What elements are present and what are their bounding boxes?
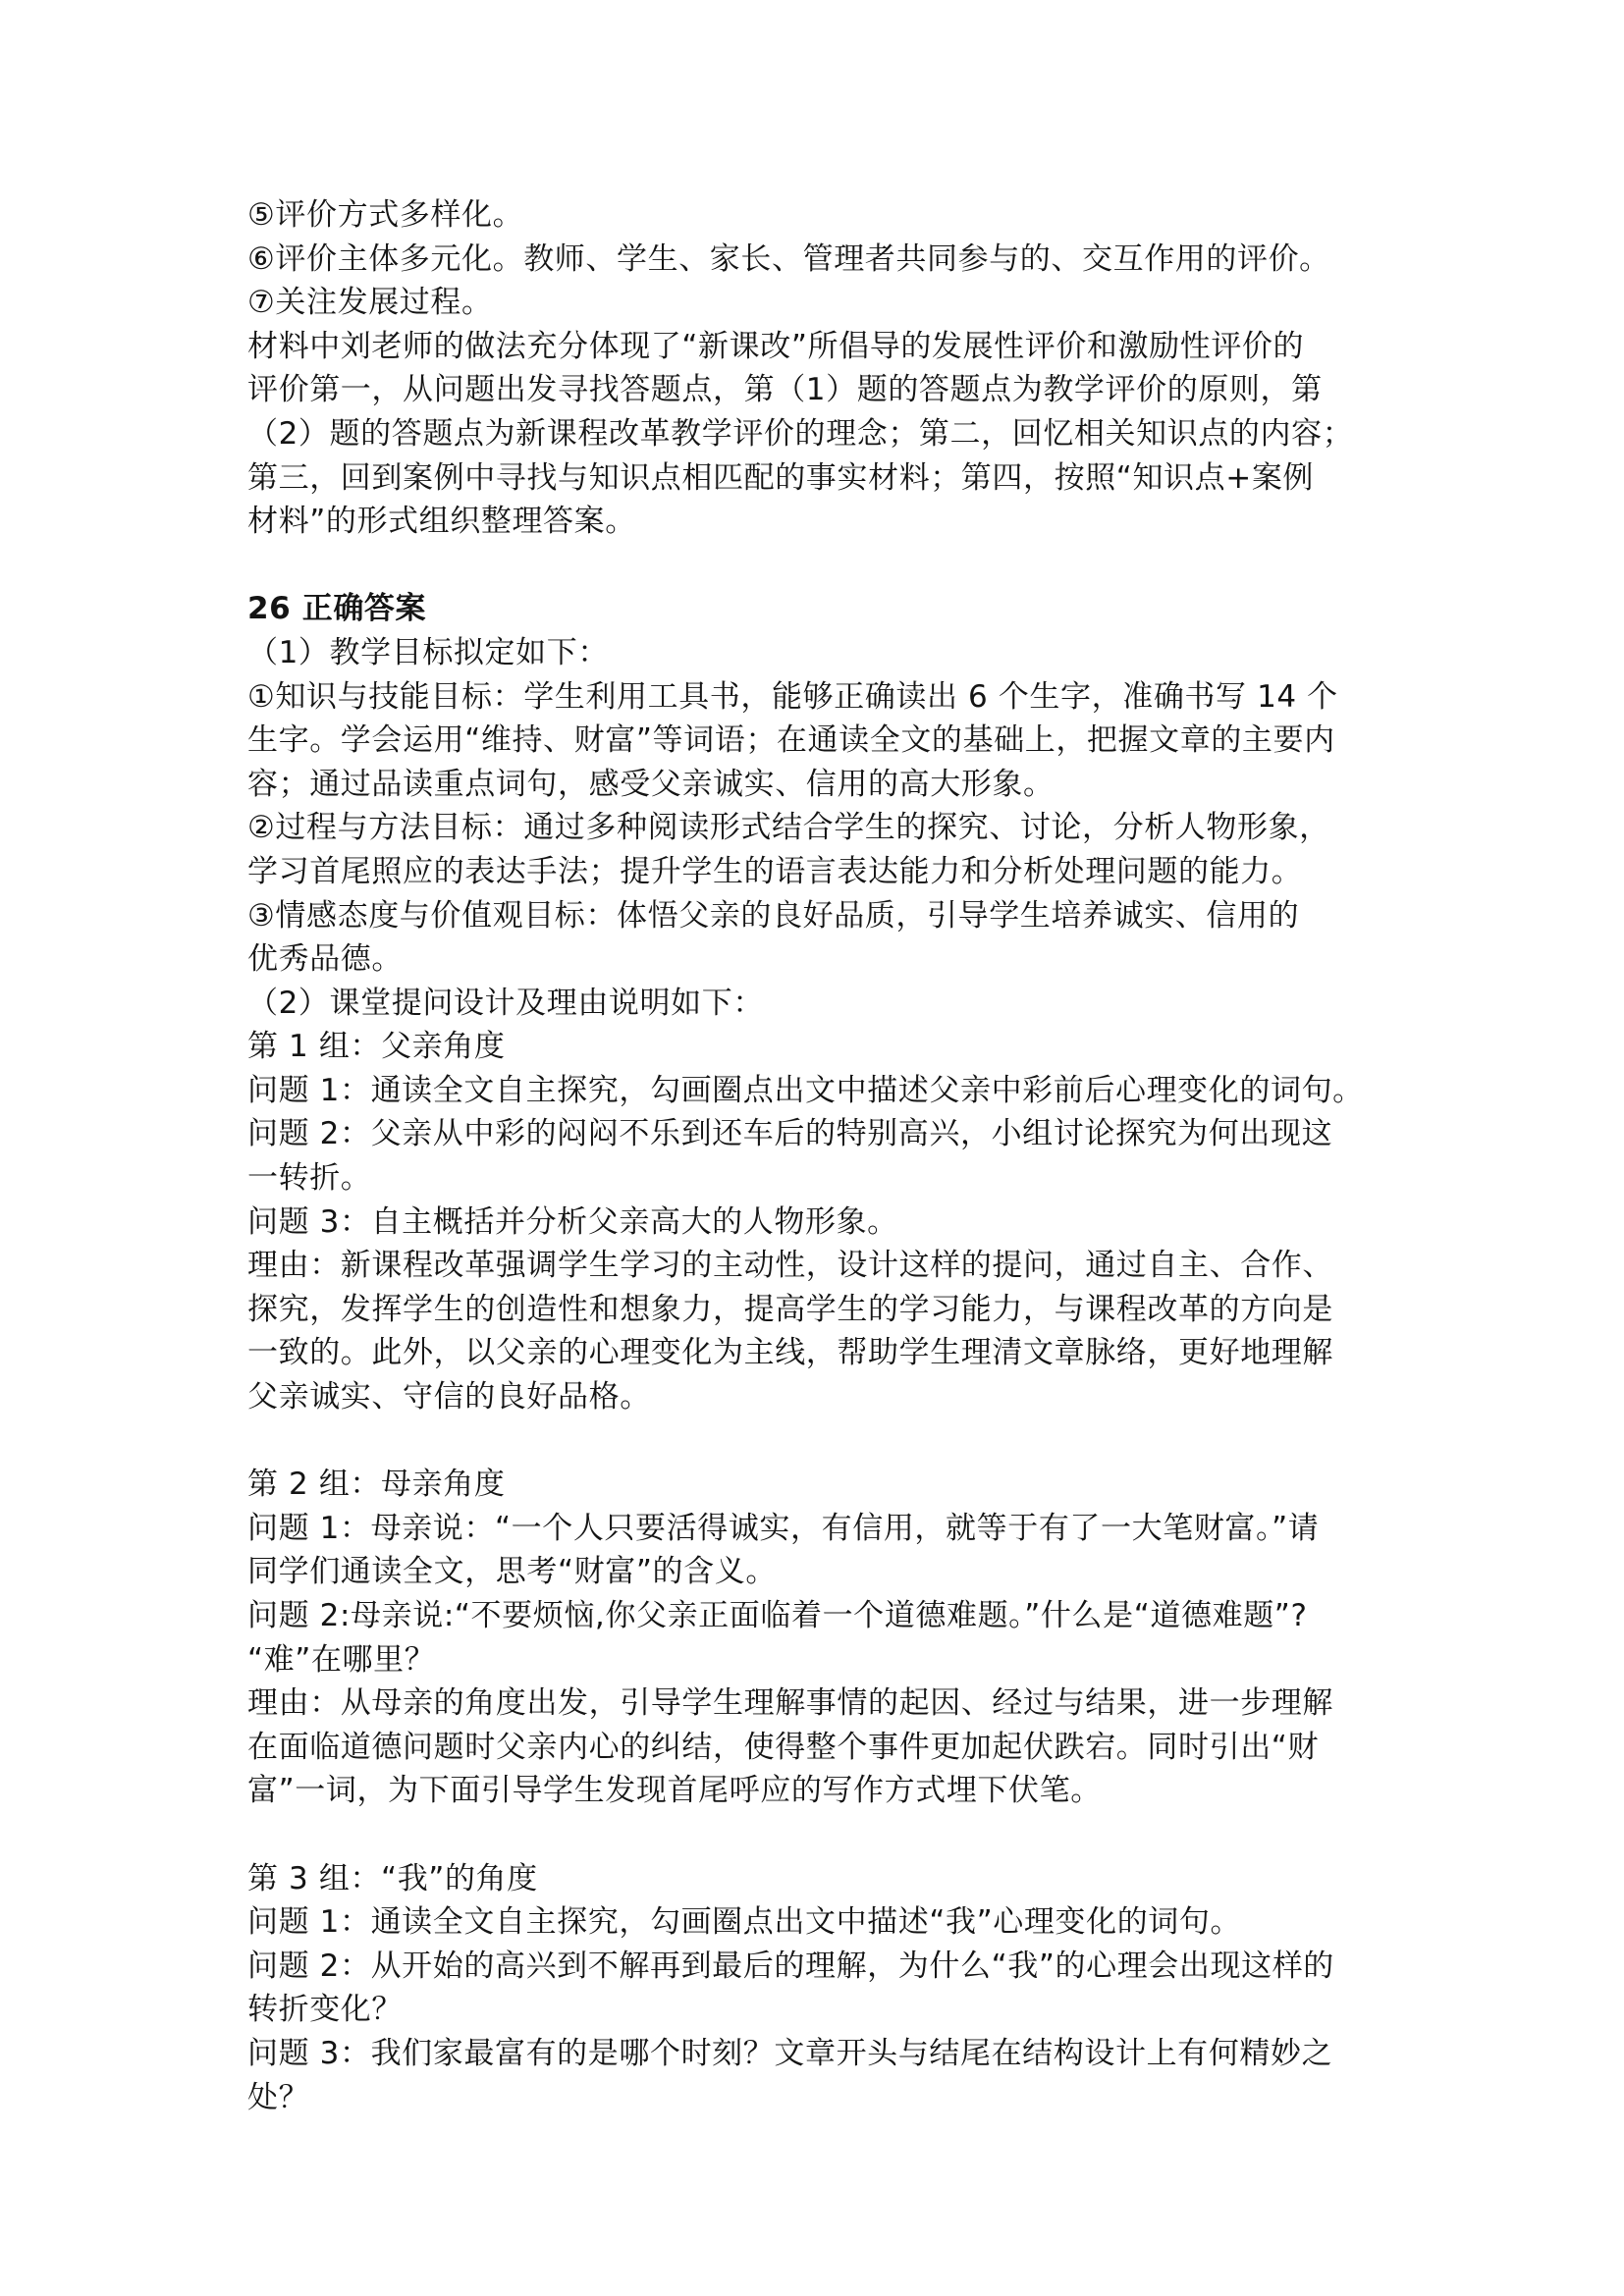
text-line: ②过程与方法目标：通过多种阅读形式结合学生的探究、讨论，分析人物形象， [247, 810, 1330, 846]
text-line: 第 1 组：父亲角度 [247, 1029, 506, 1065]
text-line: 理由：从母亲的角度出发，引导学生理解事情的起因、经过与结果，进一步理解 [247, 1685, 1333, 1722]
text-line: 问题 1：通读全文自主探究，勾画圈点出文中描述父亲中彩前后心理变化的词句。 [247, 1072, 1364, 1108]
text-line: 容；通过品读重点词句，感受父亲诚实、信用的高大形象。 [247, 766, 1055, 802]
text-line: ①知识与技能目标：学生利用工具书，能够正确读出 6 个生字，准确书写 14 个 [247, 678, 1338, 715]
text-line: 学习首尾照应的表达手法；提升学生的语言表达能力和分析处理问题的能力。 [247, 853, 1303, 889]
text-line: 转折变化？ [247, 1992, 403, 2028]
text-line: 一致的。此外，以父亲的心理变化为主线，帮助学生理清文章脉络，更好地理解 [247, 1335, 1333, 1371]
document-page [247, 193, 1401, 2119]
text-line: 探究，发挥学生的创造性和想象力，提高学生的学习能力，与课程改革的方向是 [247, 1291, 1333, 1327]
text-line: 材料中刘老师的做法充分体现了“新课改”所倡导的发展性评价和激励性评价的 [247, 328, 1305, 364]
text-line: 问题 3：我们家最富有的是哪个时刻？文章开头与结尾在结构设计上有何精妙之 [247, 2035, 1333, 2071]
text-line: 生字。学会运用“维持、财富”等词语；在通读全文的基础上，把握文章的主要内 [247, 722, 1335, 759]
text-line: （1）教学目标拟定如下： [247, 634, 609, 670]
text-line: 评价第一，从问题出发寻找答题点，第（1）题的答题点为教学评价的原则，第 [247, 372, 1323, 408]
text-line: ⑤评价方式多样化。 [247, 197, 524, 233]
text-line: “难”在哪里？ [247, 1641, 436, 1678]
text-line: 第 2 组：母亲角度 [247, 1467, 506, 1503]
text-line: 父亲诚实、守信的良好品格。 [247, 1379, 651, 1415]
text-line: ⑦关注发展过程。 [247, 285, 493, 321]
text-line: 优秀品德。 [247, 941, 403, 978]
text-line: 问题 2:母亲说:“不要烦恼,你父亲正面临着一个道德难题。”什么是“道德难题”? [247, 1598, 1308, 1633]
text-line: 问题 1：母亲说：“一个人只要活得诚实，有信用，就等于有了一大笔财富。”请 [247, 1510, 1320, 1546]
blank-line [247, 544, 1401, 588]
text-line: 一转折。 [247, 1160, 372, 1197]
text-line: 富”一词，为下面引导学生发现首尾呼应的写作方式埋下伏笔。 [247, 1773, 1102, 1809]
text-line: 在面临道德问题时父亲内心的纠结，使得整个事件更加起伏跌宕。同时引出“财 [247, 1729, 1320, 1765]
text-line: 理由：新课程改革强调学生学习的主动性，设计这样的提问，通过自主、合作、 [247, 1248, 1333, 1284]
text-line: 同学们通读全文，思考“财富”的含义。 [247, 1554, 777, 1590]
blank-line [247, 1813, 1401, 1857]
text-line: 处？ [247, 2079, 310, 2115]
text-line: （2）课堂提问设计及理由说明如下： [247, 985, 764, 1021]
section-heading: 26 正确答案 [247, 591, 427, 627]
text-line: 第三，回到案例中寻找与知识点相匹配的事实材料；第四，按照“知识点+案例 [247, 459, 1315, 496]
text-line: 第 3 组：“我”的角度 [247, 1860, 538, 1896]
text-line: 材料”的形式组织整理答案。 [247, 504, 636, 540]
text-line: 问题 1：通读全文自主探究，勾画圈点出文中描述“我”心理变化的词句。 [247, 1904, 1242, 1941]
text-line: 问题 3：自主概括并分析父亲高大的人物形象。 [247, 1203, 898, 1240]
text-line: ⑥评价主体多元化。教师、学生、家长、管理者共同参与的、交互作用的评价。 [247, 240, 1330, 277]
blank-line [247, 1419, 1401, 1464]
text-line: （2）题的答题点为新课程改革教学评价的理念；第二，回忆相关知识点的内容； [247, 415, 1354, 452]
text-line: 问题 2：从开始的高兴到不解再到最后的理解，为什么“我”的心理会出现这样的 [247, 1948, 1334, 1984]
text-line: ③情感态度与价值观目标：体悟父亲的良好品质，引导学生培养诚实、信用的 [247, 897, 1300, 934]
text-line: 问题 2：父亲从中彩的闷闷不乐到还车后的特别高兴，小组讨论探究为何出现这 [247, 1116, 1333, 1152]
